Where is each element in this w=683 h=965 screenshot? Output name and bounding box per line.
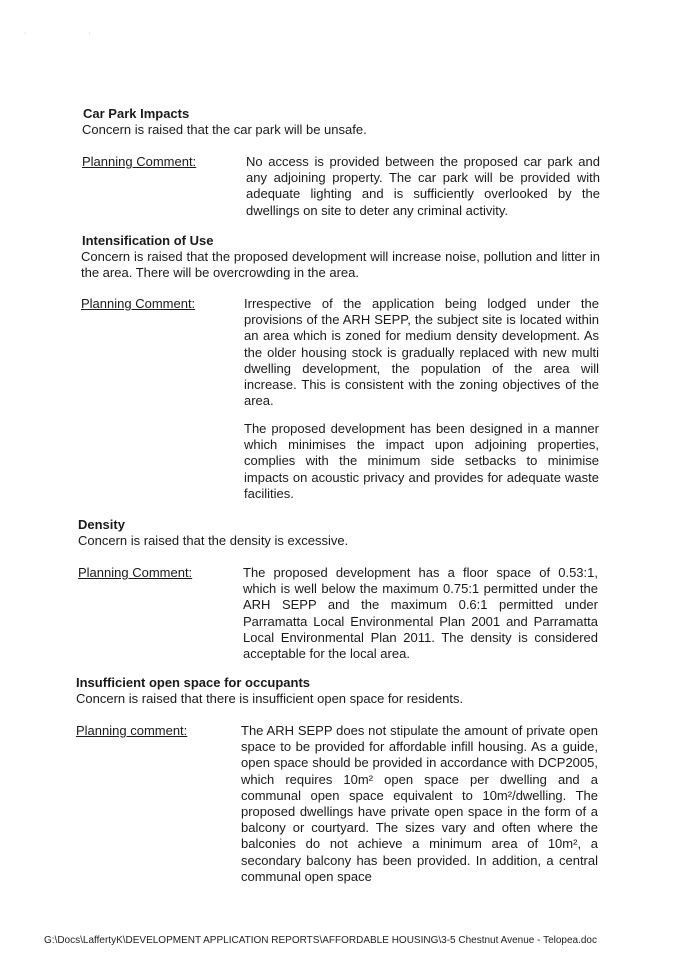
section-heading-intensification: Intensification of Use	[82, 233, 214, 248]
planning-comment-car-park: No access is provided between the proposed car park and any adjoining property. The car park will be provided with adequate lighting and is sufficiently overlooked by the dwellings on site to deter any criminal activity.	[246, 154, 600, 218]
scan-marks: · ·	[24, 30, 121, 37]
planning-comment-label-density: Planning Comment:	[78, 565, 193, 580]
planning-comment-intensification-2: The proposed development has been designed in a manner which minimises the impact upon adjoining properties, complies with the minimum side setbacks to minimise impacts on acoustic privacy and provides for adequate waste facilities.	[244, 421, 599, 501]
concern-open-space: Concern is raised that there is insufficient open space for residents.	[76, 691, 464, 706]
footer-file-path: G:\Docs\LaffertyK\DEVELOPMENT APPLICATION REPORTS\AFFORDABLE HOUSING\3-5 Chestnut Avenue - Telopea.doc	[44, 935, 597, 946]
section-heading-open-space: Insufficient open space for occupants	[76, 675, 311, 690]
planning-comment-label-open-space: Planning comment:	[76, 723, 188, 738]
planning-comment-label-intensification: Planning Comment:	[81, 296, 196, 311]
concern-car-park: Concern is raised that the car park will be unsafe.	[82, 122, 367, 137]
planning-comment-open-space: The ARH SEPP does not stipulate the amount of private open space to be provided for affordable infill housing. As a guide, open space should be provided in accordance with DCP2005, which requires 10m² open space per dwelling and a communal open space equivalent to 10m²/dwelling. The proposed dwellings have private open space in the form of a balcony or courtyard. The sizes vary and often where the balconies do not achieve a minimum area of 10m², a secondary balcony has been provided. In addition, a central communal open space	[241, 723, 598, 884]
section-heading-car-park: Car Park Impacts	[83, 106, 190, 121]
planning-comment-density: The proposed development has a floor space of 0.53:1, which is well below the maximum 0.75:1 permitted under the ARH SEPP and the maximum 0.6:1 permitted under Parramatta Local Environmental Plan 2001 and Parramatta Local Environmental Plan 2011. The density is considered acceptable for the local area.	[243, 565, 598, 662]
planning-comment-label-car-park: Planning Comment:	[82, 154, 197, 169]
section-heading-density: Density	[78, 517, 125, 532]
concern-intensification: Concern is raised that the proposed development will increase noise, pollution and litter in the area. There will be overcrowding in the area.	[81, 249, 600, 281]
concern-density: Concern is raised that the density is excessive.	[78, 533, 349, 548]
planning-comment-intensification-1: Irrespective of the application being lodged under the provisions of the ARH SEPP, the subject site is located within an area which is zoned for medium density development. As the older housing stock is gradually replaced with new multi dwelling development, the population of the area will increase. This is consistent with the zoning objectives of the area.	[244, 296, 599, 409]
